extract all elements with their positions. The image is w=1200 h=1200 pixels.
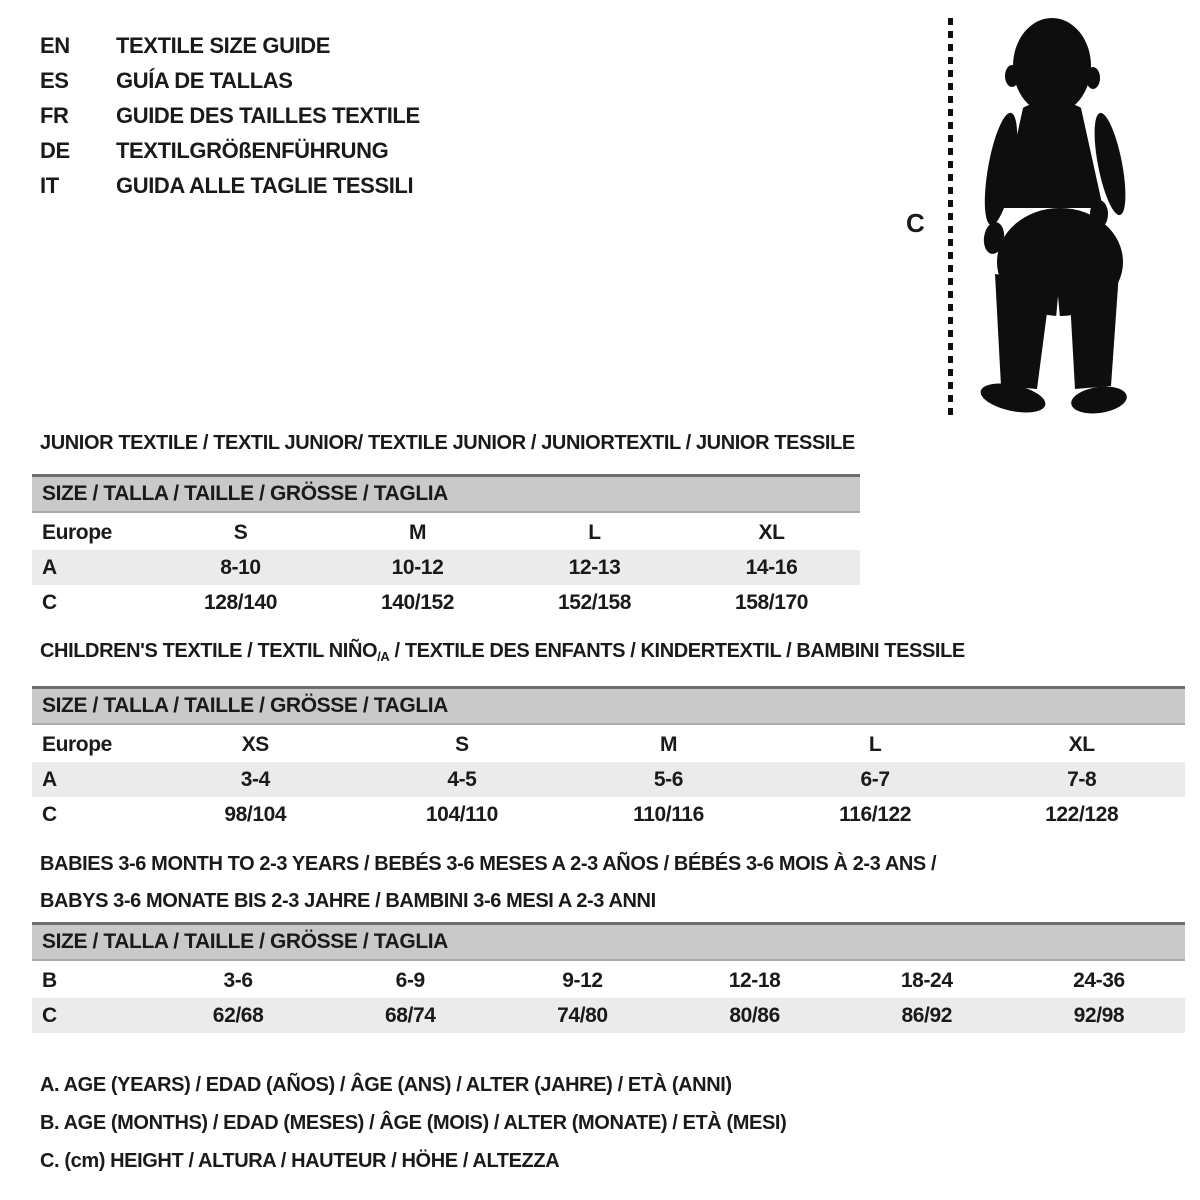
- children-title-suffix: / TEXTILE DES ENFANTS / KINDERTEXTIL / BAMBINI TESSILE: [389, 640, 965, 662]
- age-value: 14-16: [745, 555, 798, 579]
- language-list: [40, 28, 420, 203]
- row-label: C: [42, 590, 57, 614]
- age-value: 6-7: [860, 767, 890, 791]
- language-title-fr: GUIDE DES TAILLES TEXTILE: [116, 102, 420, 128]
- babies-size-header: SIZE / TALLA / TAILLE / GRÖSSE / TAGLIA: [32, 922, 1185, 961]
- toddler-silhouette: [963, 14, 1140, 418]
- babies-table-title: [40, 846, 936, 920]
- age-value: 12-13: [568, 555, 621, 579]
- language-row-en: [40, 28, 420, 63]
- age-value: 4-5: [447, 767, 477, 791]
- height-value: 152/158: [557, 590, 632, 614]
- months-value: 9-12: [562, 968, 603, 992]
- children-title-subscript: /A: [377, 649, 390, 664]
- age-value: 5-6: [653, 767, 684, 791]
- language-code-en: EN: [40, 32, 70, 58]
- table-row-junior-height: [32, 585, 860, 620]
- age-value: 7-8: [1067, 767, 1097, 791]
- height-value: 140/152: [380, 590, 455, 614]
- row-label: C: [42, 802, 57, 826]
- language-title-es: GUÍA DE TALLAS: [116, 67, 293, 93]
- height-value: 158/170: [734, 590, 809, 614]
- height-value: 110/116: [633, 802, 704, 826]
- height-value: 62/68: [212, 1003, 264, 1027]
- table-row-junior-age: [32, 550, 860, 585]
- height-value: 104/110: [425, 802, 498, 826]
- table-row-children-age: [32, 762, 1185, 797]
- height-value: 68/74: [384, 1003, 436, 1027]
- row-label: Europe: [42, 520, 112, 544]
- babies-title-line1: BABIES 3-6 MONTH TO 2-3 YEARS / BEBÉS 3-6 MESES A 2-3 AÑOS / BÉBÉS 3-6 MOIS À 2-3 ANS /: [40, 853, 937, 875]
- language-title-de: TEXTILGRÖßENFÜHRUNG: [116, 137, 389, 163]
- height-value: 122/128: [1045, 802, 1119, 826]
- babies-table: [32, 922, 1185, 1033]
- table-row-junior-europe: [32, 515, 860, 550]
- footnote-a: A. AGE (YEARS) / EDAD (AÑOS) / ÂGE (ANS) / ALTER (JAHRE) / ETÀ (ANNI): [40, 1074, 732, 1096]
- height-measure-dashed-line: [948, 18, 953, 418]
- size-value: XS: [241, 732, 269, 756]
- row-label: B: [42, 968, 57, 992]
- age-value: 10-12: [391, 555, 444, 579]
- age-value: 3-4: [240, 767, 270, 791]
- language-code-fr: FR: [40, 102, 69, 128]
- table-row-babies-months: [32, 963, 1185, 998]
- height-value: 116/122: [839, 802, 912, 826]
- junior-table: [32, 474, 860, 620]
- size-value: M: [659, 732, 678, 756]
- row-label: C: [42, 1003, 57, 1027]
- months-value: 3-6: [223, 968, 253, 992]
- table-row-children-europe: [32, 727, 1185, 762]
- babies-title-line2: BABYS 3-6 MONATE BIS 2-3 JAHRE / BAMBINI 3-6 MESI A 2-3 ANNI: [40, 890, 656, 912]
- months-value: 12-18: [728, 968, 781, 992]
- language-row-it: [40, 168, 420, 203]
- size-value: S: [455, 732, 469, 756]
- age-value: 8-10: [220, 555, 261, 579]
- height-value: 128/140: [203, 590, 278, 614]
- table-row-children-height: [32, 797, 1185, 832]
- size-value: L: [868, 732, 882, 756]
- height-value: 92/98: [1073, 1003, 1125, 1027]
- language-title-it: GUIDA ALLE TAGLIE TESSILI: [116, 172, 414, 198]
- language-code-de: DE: [40, 137, 70, 163]
- size-value: XL: [758, 520, 785, 544]
- row-label: Europe: [42, 732, 112, 756]
- height-value: 98/104: [224, 802, 287, 826]
- row-label: A: [42, 555, 57, 579]
- footnote-c: C. (cm) HEIGHT / ALTURA / HAUTEUR / HÖHE / ALTEZZA: [40, 1150, 560, 1172]
- language-row-de: [40, 133, 420, 168]
- size-value: L: [588, 520, 601, 544]
- months-value: 6-9: [395, 968, 425, 992]
- footnote-b: B. AGE (MONTHS) / EDAD (MESES) / ÂGE (MOIS) / ALTER (MONATE) / ETÀ (MESI): [40, 1112, 787, 1134]
- children-table-title: [40, 640, 965, 664]
- junior-size-header: SIZE / TALLA / TAILLE / GRÖSSE / TAGLIA: [32, 474, 860, 513]
- children-title-prefix: CHILDREN'S TEXTILE / TEXTIL NIÑO: [40, 640, 378, 662]
- language-row-fr: [40, 98, 420, 133]
- junior-table-title: JUNIOR TEXTILE / TEXTIL JUNIOR/ TEXTILE JUNIOR / JUNIORTEXTIL / JUNIOR TESSILE: [40, 432, 855, 454]
- language-code-es: ES: [40, 67, 69, 93]
- height-value: 86/92: [901, 1003, 953, 1027]
- footnotes: [40, 1066, 786, 1180]
- children-size-header: SIZE / TALLA / TAILLE / GRÖSSE / TAGLIA: [32, 686, 1185, 725]
- row-label: A: [42, 767, 57, 791]
- size-value: XL: [1068, 732, 1095, 756]
- months-value: 24-36: [1073, 968, 1125, 992]
- height-measure-label: C: [906, 208, 925, 238]
- children-table: [32, 686, 1185, 832]
- height-value: 74/80: [557, 1003, 608, 1027]
- table-row-babies-height: [32, 998, 1185, 1033]
- language-code-it: IT: [40, 172, 59, 198]
- size-value: S: [233, 520, 248, 544]
- size-value: M: [408, 520, 427, 544]
- language-row-es: [40, 63, 420, 98]
- height-value: 80/86: [729, 1003, 780, 1027]
- language-title-en: TEXTILE SIZE GUIDE: [116, 32, 331, 58]
- months-value: 18-24: [900, 968, 953, 992]
